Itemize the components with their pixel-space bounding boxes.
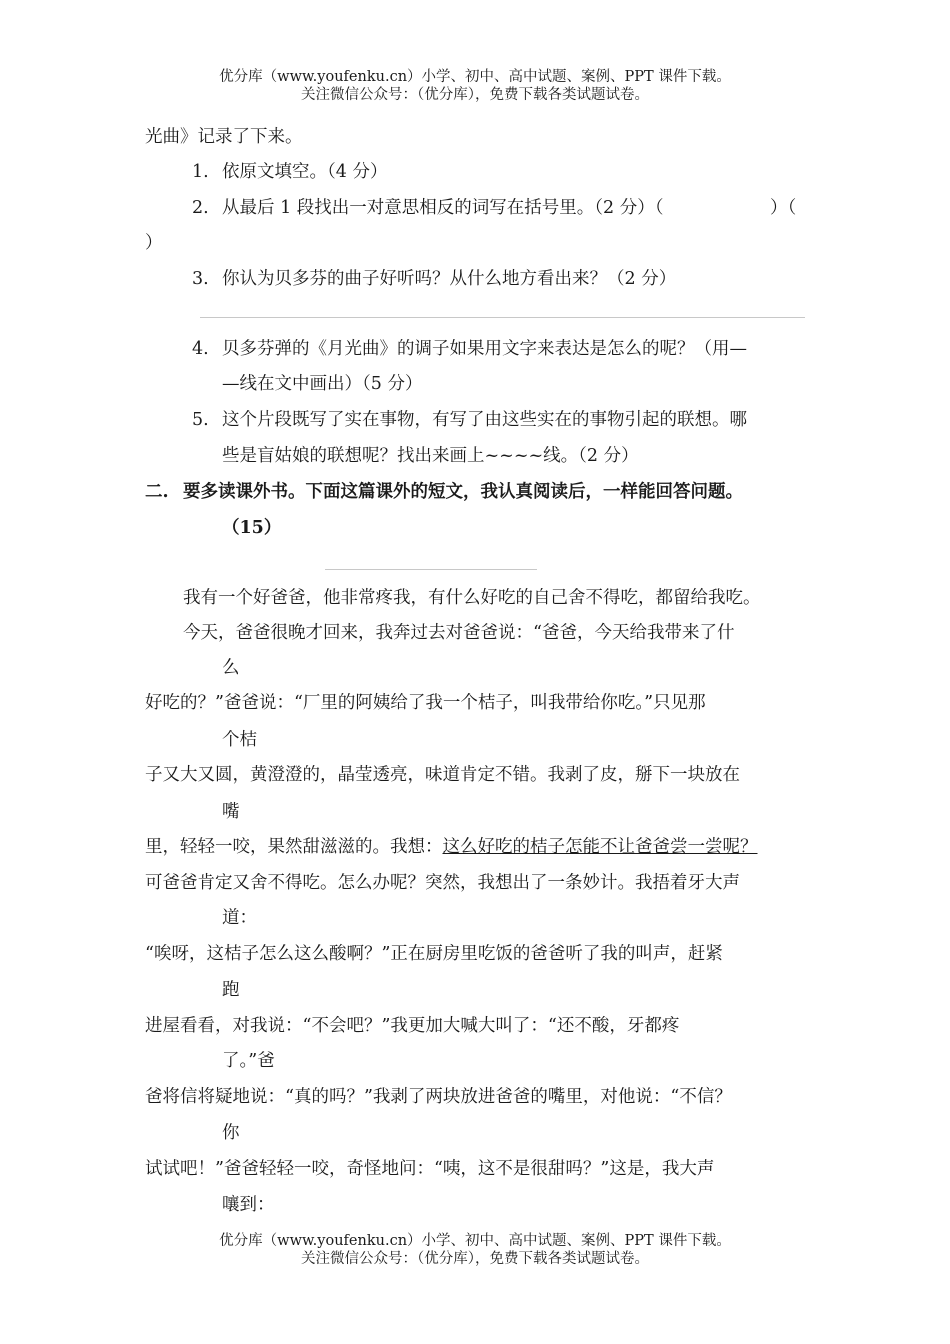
- story-line: 了。”爸: [222, 1051, 275, 1071]
- header-line-2: 关注微信公众号：（优分库），免费下载各类试题试卷。: [301, 87, 649, 103]
- question-5-number: 5.: [192, 410, 209, 430]
- footer-line-1: 优分库（www.youfenku.cn）小学、初中、高中试题、案例、PPT 课件下载。: [219, 1233, 731, 1249]
- section-2-number: 二.: [145, 482, 169, 502]
- page-header: [0, 68, 950, 104]
- question-1-number: 1.: [192, 162, 209, 182]
- story-line: 你: [222, 1123, 240, 1143]
- footer-line-2: 关注微信公众号：（优分库），免费下载各类试题试卷。: [301, 1251, 649, 1267]
- story-line: 个桔: [222, 730, 257, 750]
- answer-line: [200, 317, 805, 318]
- continued-text: 光曲》记录了下来。: [145, 127, 303, 147]
- story-line: 试试吧！”爸爸轻轻一咬，奇怪地问：“咦，这不是很甜吗？”这是，我大声: [145, 1159, 715, 1179]
- story-line: [145, 836, 758, 858]
- question-4-text: 贝多芬弹的《月光曲》的调子如果用文字来表达是怎么的呢？（用—: [222, 339, 747, 359]
- question-5-continued: 些是盲姑娘的联想呢？找出来画上~~~~线。（2 分）: [222, 446, 639, 466]
- story-line: 道：: [222, 908, 257, 928]
- story-line: 子又大又圆，黄澄澄的，晶莹透亮，味道肯定不错。我剥了皮，掰下一块放在: [145, 765, 740, 785]
- story-line: 今天，爸爸很晚才回来，我奔过去对爸爸说：“爸爸，今天给我带来了什: [183, 623, 735, 643]
- question-2-wrap: ）: [145, 233, 163, 253]
- story-line: “唉呀，这桔子怎么这么酸啊？”正在厨房里吃饭的爸爸听了我的叫声，赶紧: [145, 944, 723, 964]
- story-line: 进屋看看，对我说：“不会吧？”我更加大喊大叫了：“还不酸，牙都疼: [145, 1016, 680, 1036]
- question-3-text: 你认为贝多芬的曲子好听吗？从什么地方看出来？（2 分）: [222, 269, 677, 289]
- question-2-number: 2.: [192, 198, 209, 218]
- section-2-heading: 要多读课外书。下面这篇课外的短文，我认真阅读后，一样能回答问题。: [183, 482, 743, 502]
- page-footer: [0, 1232, 950, 1268]
- story-line: 爸将信将疑地说：“真的吗？”我剥了两块放进爸爸的嘴里，对他说：“不信？: [145, 1087, 732, 1107]
- question-3-number: 3.: [192, 269, 209, 289]
- question-4-number: 4.: [192, 339, 209, 359]
- divider-line: [325, 569, 537, 570]
- story-line: 好吃的？”爸爸说：“厂里的阿姨给了我一个桔子，叫我带给你吃。”只见那: [145, 693, 706, 713]
- story-line: 我有一个好爸爸，他非常疼我，有什么好吃的自己舍不得吃，都留给我吃。: [183, 588, 761, 608]
- story-line: 嚷到：: [222, 1195, 275, 1215]
- question-5-text: 这个片段既写了实在事物，有写了由这些实在的事物引起的联想。哪: [222, 410, 747, 430]
- underlined-sentence: 这么好吃的桔子怎能不让爸爸尝一尝呢？: [442, 837, 758, 857]
- story-line: 可爸爸肯定又舍不得吃。怎么办呢？突然，我想出了一条妙计。我捂着牙大声: [145, 873, 740, 893]
- story-line: 嘴: [222, 802, 240, 822]
- question-2-bracket-tail: ）（: [770, 198, 797, 218]
- story-text: 里，轻轻一咬，果然甜滋滋的。我想：: [145, 837, 443, 857]
- header-line-1: 优分库（www.youfenku.cn）小学、初中、高中试题、案例、PPT 课件下载。: [219, 69, 731, 85]
- question-1-text: 依原文填空。（4 分）: [222, 162, 388, 182]
- story-line: 么: [222, 658, 240, 678]
- section-2-score: （15）: [222, 518, 282, 538]
- story-line: 跑: [222, 980, 240, 1000]
- question-4-continued: —线在文中画出）（5 分）: [222, 374, 423, 394]
- question-2-text: 从最后 1 段找出一对意思相反的词写在括号里。（2 分）（: [222, 198, 664, 218]
